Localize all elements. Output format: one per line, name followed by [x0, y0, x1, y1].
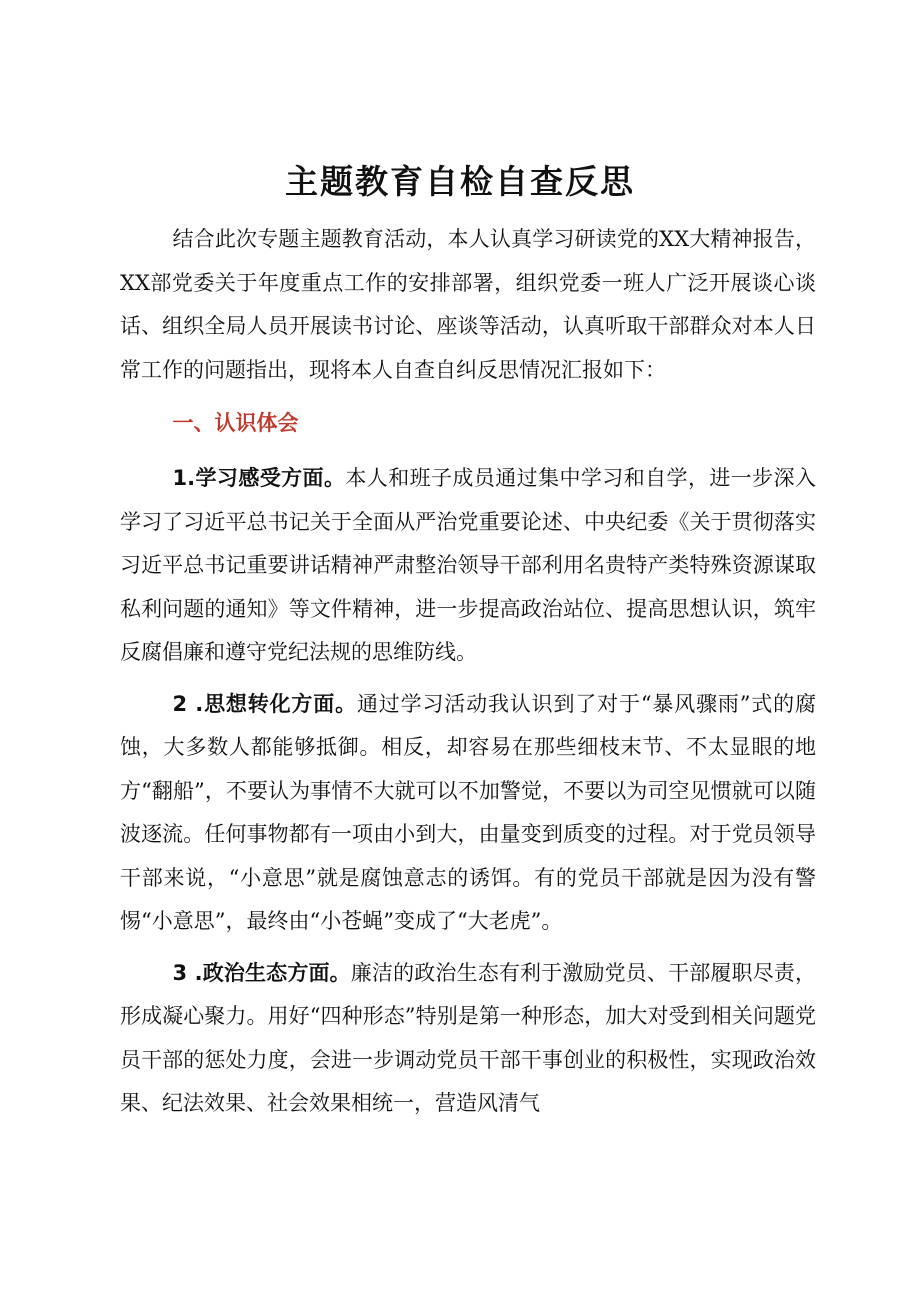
item-text-1: 本人和班子成员通过集中学习和自学，进一步深入学习了习近平总书记关于全面从严治党重要论述、中央纪委《关于贯彻落实习近平总书记重要讲话精神严肃整治领导干部利用名贵特产类特殊资源谋取私利问题的通知》等文件精神，进一步提高政治站位、提高思想认识，筑牢反腐倡廉和遵守党纪法规的思维防线。: [120, 466, 816, 664]
item-paragraph-1: [120, 457, 816, 675]
intro-paragraph: 结合此次专题主题教育活动，本人认真学习研读党的XX大精神报告，XX部党委关于年度重点工作的安排部署，组织党委一班人广泛开展谈心谈话、组织全局人员开展读书讨论、座谈等活动，认真听取干部群众对本人日常工作的问题指出，现将本人自查自纠反思情况汇报如下：: [120, 227, 816, 382]
document-title: 主题教育自检自查反思: [285, 162, 635, 201]
section-heading: 一、认识体会: [172, 411, 299, 435]
document-body: [120, 218, 816, 1126]
item-paragraph-3: [120, 952, 816, 1126]
item-text-2: 通过学习活动我认识到了对于“暴风骤雨”式的腐蚀，大多数人都能够抵御。相反，却容易在那些细枝末节、不太显眼的地方“翻船”，不要认为事情不大就可以不加警觉，不要以为司空见惯就可以随波逐流。任何事物都有一项由小到大，由量变到质变的过程。对于党员领导干部来说，“小意思”就是腐蚀意志的诱饵。有的党员干部就是因为没有警惕“小意思”，最终由“小苍蝇”变成了“大老虎”。: [120, 691, 816, 933]
item-lead-3: 3 .政治生态方面。: [172, 960, 351, 985]
item-lead-1: 1.学习感受方面。: [172, 466, 346, 490]
item-text-3: 廉洁的政治生态有利于激励党员、干部履职尽责，形成凝心聚力。用好“四种形态”特别是第一种形态，加大对受到相关问题党员干部的惩处力度，会进一步调动党员干部干事创业的积极性，实现政治效果、纪法效果、社会效果相统一，营造风清气: [120, 960, 816, 1115]
item-lead-2: 2 .思想转化方面。: [172, 691, 357, 716]
item-paragraph-2: [120, 683, 816, 944]
